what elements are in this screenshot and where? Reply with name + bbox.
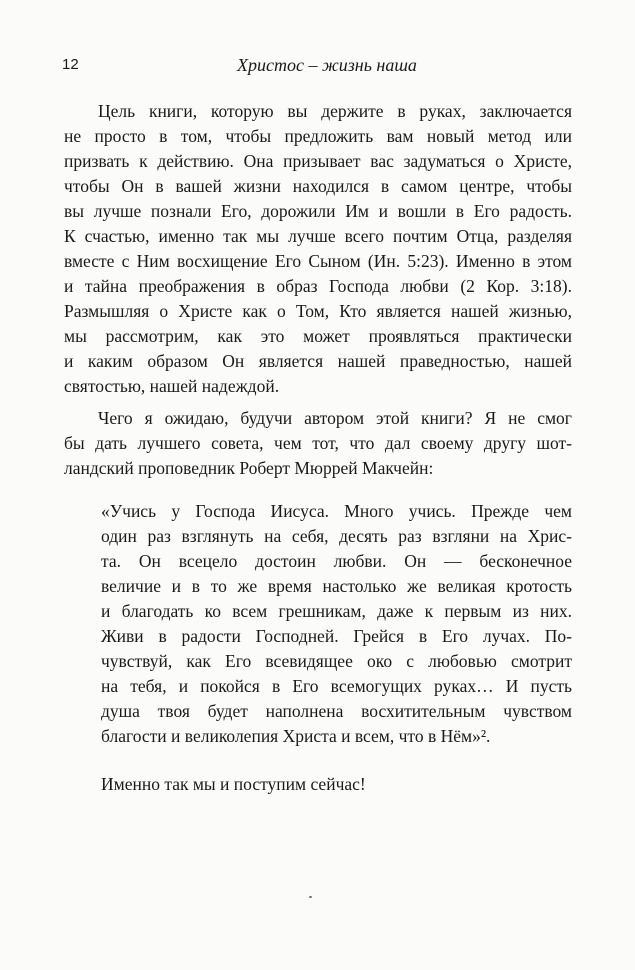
quote-line: Живи в радости Господней. Грейся в Его лучах. По- (101, 626, 572, 646)
text-line: вы лучше познали Его, дорожили Им и вошли в Его радость. (64, 201, 572, 221)
text-line: и каким образом Он является нашей праведностью, нашей (64, 351, 572, 371)
quote-line: величие и в то же время настолько же великая кротость (101, 576, 572, 596)
quote-line: и благодать ко всем грешникам, даже к первым из них. (101, 601, 572, 621)
text-line: ландский проповедник Роберт Мюррей Макчейн: (64, 458, 434, 478)
running-title: Христос – жизнь наша (237, 55, 417, 75)
text-line: чтобы Он в вашей жизни находился в самом центре, чтобы (64, 176, 572, 196)
text-line: Размышляя о Христе как о Том, Кто является нашей жизнью, (64, 301, 572, 321)
text-line: Цель книги, которую вы держите в руках, заключается (98, 101, 572, 121)
quote-line: душа твоя будет наполнена восхитительным чувством (101, 701, 572, 721)
quote-line: благости и великолепия Христа и всем, что в Нём»². (101, 726, 491, 746)
quote-line: та. Он всецело достоин любви. Он — бесконечное (101, 551, 572, 571)
text-line: и тайна преображения в образ Господа любви (2 Кор. 3:18). (64, 276, 572, 296)
quote-line: один раз взглянуть на себя, десять раз взгляни на Хрис- (101, 526, 572, 546)
text-line: не просто в том, чтобы предложить вам новый метод или (64, 126, 572, 146)
text-line: Чего я ожидаю, будучи автором этой книги? Я не смог (98, 408, 572, 428)
text-line: призвать к действию. Она призывает вас задуматься о Христе, (64, 151, 572, 171)
text-line: мы рассмотрим, как это может проявляться практически (64, 326, 572, 346)
quote-line: на тебя, и покойся в Его всемогущих руках… И пусть (101, 676, 572, 696)
text-line: святостью, нашей надеждой. (64, 376, 280, 396)
paper-speck (309, 896, 312, 898)
page-number: 12 (62, 56, 79, 73)
quote-line: чувствуй, как Его всевидящее око с любовью смотрит (101, 651, 572, 671)
page-header (62, 54, 572, 78)
quote-line: «Учись у Господа Иисуса. Много учись. Прежде чем (101, 501, 572, 521)
closing-line: Именно так мы и поступим сейчас! (101, 774, 366, 794)
text-line: К счастью, именно так мы лучше всего почтим Отца, разделяя (64, 226, 572, 246)
text-line: бы дать лучшего совета, чем тот, что дал своему другу шот- (64, 433, 572, 453)
text-line: вместе с Ним восхищение Его Сыном (Ин. 5:23). Именно в этом (64, 251, 572, 271)
